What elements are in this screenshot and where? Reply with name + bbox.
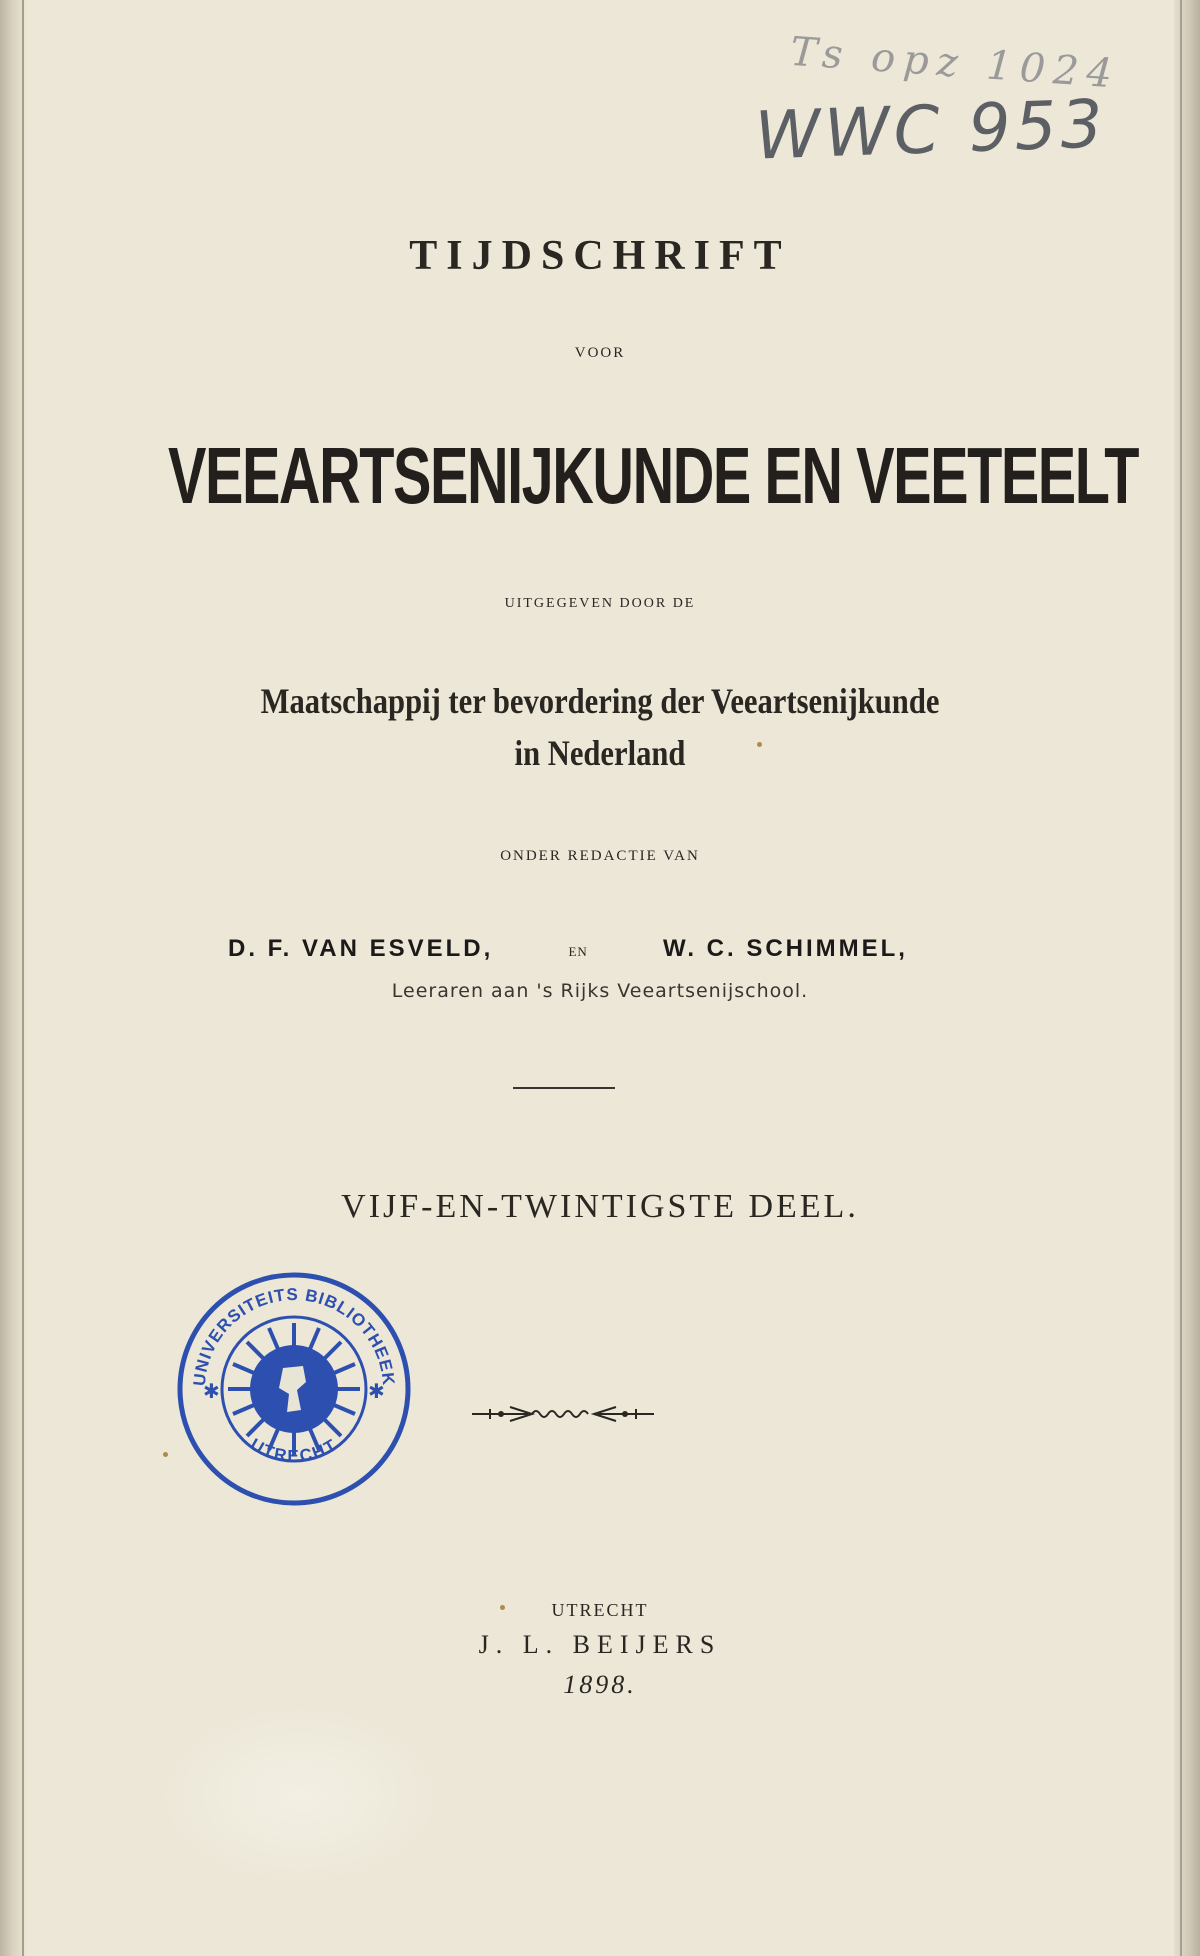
society-name-line1: Maatschappij ter bevordering der Veeartsenijkunde	[260, 681, 940, 721]
editors-role: Leeraren aan 's Rijks Veeartsenijschool.	[391, 980, 809, 1002]
stamp-star-icon: ✱	[203, 1379, 220, 1403]
main-title: VEEARTSENIJKUNDE EN VEETEELT	[167, 431, 1138, 520]
title-connector: VOOR	[574, 345, 626, 361]
stamp-bottom-text: UTRECHT	[247, 1434, 341, 1466]
publication-year: 1898.	[563, 1670, 637, 1699]
editors-row	[228, 935, 908, 975]
library-stamp	[175, 1270, 413, 1508]
printers-ornament	[470, 1395, 656, 1433]
shelf-mark: WWC 953	[753, 85, 1108, 175]
publication-city: UTRECHT	[551, 1600, 649, 1620]
stamp-star-icon: ✱	[368, 1379, 385, 1403]
editor-conjunction: EN	[568, 944, 588, 959]
gutter-line	[22, 0, 24, 1956]
page-edge-line	[1180, 0, 1182, 1956]
society-name-line2: in Nederland	[514, 733, 686, 773]
volume-label: VIJF-EN-TWINTIGSTE DEEL.	[341, 1188, 859, 1225]
paper-smudge	[150, 1700, 450, 1890]
paper-fleck	[163, 1452, 168, 1457]
pencil-note: Ts opz 1024	[788, 28, 1122, 98]
series-title: TIJDSCHRIFT	[409, 233, 791, 279]
page-right-edge	[1174, 0, 1200, 1956]
editor-name: W. C. SCHIMMEL,	[662, 935, 908, 962]
editorial-intro: ONDER REDACTIE VAN	[500, 848, 700, 864]
editor-name: D. F. VAN ESVELD,	[228, 935, 494, 962]
publisher-intro: UITGEGEVEN DOOR DE	[504, 596, 696, 611]
printer-name: J. L. BEIJERS	[478, 1630, 722, 1659]
divider-rule	[513, 1087, 615, 1089]
stamp-top-text: UNIVERSITEITS BIBLIOTHEEK	[189, 1284, 399, 1387]
